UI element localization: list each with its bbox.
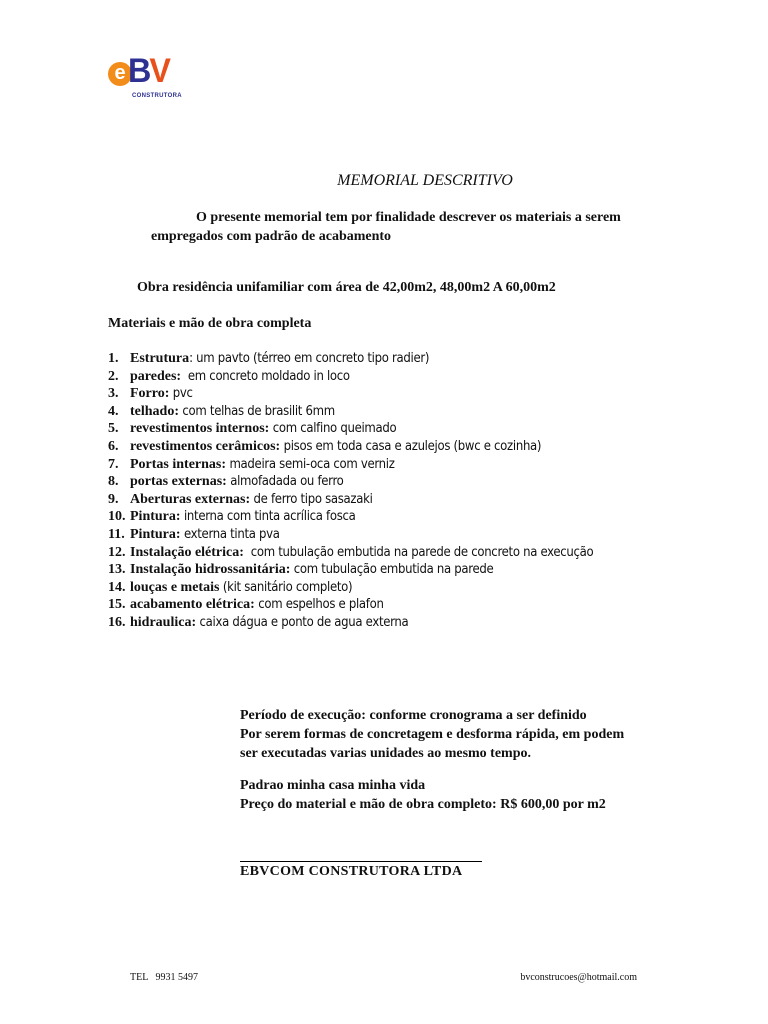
item-number: 5. <box>108 421 119 437</box>
item-description: com calfino queimado <box>269 421 397 437</box>
item-description: pvc <box>169 386 193 402</box>
item-number: 15. <box>108 597 126 613</box>
item-description: em concreto moldado in loco <box>181 368 350 384</box>
item-name: Portas internas: <box>130 456 227 472</box>
padrao-line-2: Preço do material e mão de obra completo: R$ 600,00 por m2 <box>240 797 606 812</box>
list-item <box>108 561 593 579</box>
item-name: Forro: <box>130 386 170 402</box>
padrao-line-1: Padrao minha casa minha vida <box>240 778 426 793</box>
item-name: paredes: <box>130 368 182 384</box>
materials-list <box>108 350 593 632</box>
list-item <box>108 614 593 632</box>
item-number: 6. <box>108 438 119 454</box>
item-name: Instalação elétrica: <box>130 544 244 560</box>
footer-phone: TEL 9931 5497 <box>130 972 198 983</box>
price-block <box>240 776 606 814</box>
item-name: revestimentos internos: <box>130 421 270 437</box>
item-description: com espelhos e plafon <box>254 597 384 613</box>
list-item <box>108 403 593 421</box>
item-name: portas externas: <box>130 474 227 490</box>
list-item <box>108 579 593 597</box>
item-number: 11. <box>108 526 125 542</box>
materials-heading: Materiais e mão de obra completa <box>108 316 312 331</box>
item-name: Estrutura <box>130 351 190 366</box>
logo-b: B <box>128 52 150 90</box>
list-item <box>108 385 593 403</box>
item-name: hidraulica: <box>130 614 197 630</box>
item-name: revestimentos cerâmicos: <box>130 438 281 454</box>
item-description: com tubulação embutida na parede de concreto na execução <box>243 544 594 560</box>
item-name: acabamento elétrica: <box>130 597 255 613</box>
signature-line <box>240 861 482 862</box>
item-name: Pintura: <box>130 509 181 525</box>
periodo-line-1: Período de execução: conforme cronograma a ser definido <box>240 708 587 723</box>
signature-name: EBVCOM CONSTRUTORA LTDA <box>240 864 463 879</box>
periodo-line-3: ser executadas varias unidades ao mesmo tempo. <box>240 746 532 761</box>
item-number: 12. <box>108 544 126 560</box>
item-name: Instalação hidrossanitária: <box>130 562 291 578</box>
list-item <box>108 473 593 491</box>
item-description: : um pavto (térreo em concreto tipo radier) <box>189 351 430 366</box>
logo-subtitle: CONSTRUTORA <box>132 93 182 99</box>
intro-paragraph <box>151 208 671 246</box>
periodo-line-2: Por serem formas de concretagem e desforma rápida, em podem <box>240 727 625 742</box>
obra-description: Obra residência unifamiliar com área de 42,00m2, 48,00m2 A 60,00m2 <box>137 280 556 295</box>
item-description: almofadada ou ferro <box>226 474 344 490</box>
company-logo <box>108 52 198 104</box>
list-item <box>108 526 593 544</box>
item-description: madeira semi-oca com verniz <box>226 456 395 472</box>
item-number: 9. <box>108 491 119 507</box>
item-number: 4. <box>108 403 119 419</box>
list-item <box>108 596 593 614</box>
intro-line-2: empregados com padrão de acabamento <box>151 229 392 244</box>
logo-v: V <box>149 52 170 90</box>
logo-e-mark: e <box>108 62 132 86</box>
logo-letters <box>128 52 169 91</box>
execution-period-block <box>240 706 624 763</box>
item-description: interna com tinta acrílica fosca <box>180 509 356 525</box>
item-name: telhado: <box>130 403 179 419</box>
item-number: 7. <box>108 456 119 472</box>
item-description: com telhas de brasilit 6mm <box>179 403 335 419</box>
item-name: Pintura: <box>130 526 181 542</box>
item-number: 8. <box>108 474 119 490</box>
list-item <box>108 438 593 456</box>
item-number: 13. <box>108 562 126 578</box>
document-title: MEMORIAL DESCRITIVO <box>337 172 513 189</box>
list-item <box>108 544 593 562</box>
item-number: 14. <box>108 579 126 595</box>
list-item <box>108 456 593 474</box>
item-name: Aberturas externas: <box>130 491 251 507</box>
item-number: 2. <box>108 368 119 384</box>
item-description: pisos em toda casa e azulejos (bwc e cozinha) <box>280 438 542 454</box>
list-item <box>108 350 593 368</box>
intro-line-1: O presente memorial tem por finalidade descrever os materiais a serem <box>196 210 621 225</box>
list-item <box>108 368 593 386</box>
item-number: 10. <box>108 509 126 525</box>
item-description: de ferro tipo sasazaki <box>250 491 373 507</box>
item-number: 3. <box>108 386 119 402</box>
item-description: caixa dágua e ponto de agua externa <box>196 614 409 630</box>
list-item <box>108 491 593 509</box>
list-item <box>108 508 593 526</box>
footer-email[interactable]: bvconstrucoes@hotmail.com <box>520 972 637 983</box>
item-number: 1. <box>108 351 119 366</box>
item-number: 16. <box>108 614 126 630</box>
item-description: (kit sanitário completo) <box>219 579 353 595</box>
item-description: externa tinta pva <box>180 526 280 542</box>
item-description: com tubulação embutida na parede <box>290 562 494 578</box>
list-item <box>108 420 593 438</box>
item-name: louças e metais <box>130 579 220 595</box>
